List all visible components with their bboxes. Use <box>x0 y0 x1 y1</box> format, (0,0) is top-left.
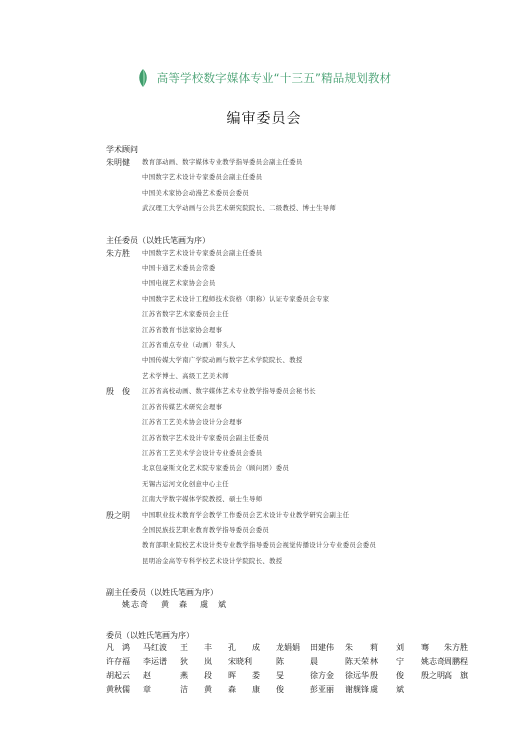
role-line: 昆明冶金高等专科学校艺术设计学院院长、教授 <box>142 556 283 565</box>
member-rows <box>106 641 506 697</box>
member-name: 康 <box>252 685 260 695</box>
member-row <box>106 669 506 683</box>
role-line: 教育部职业院校艺术设计类专业教学指导委员会视觉传播设计分专业委员会委员 <box>142 541 377 550</box>
role-line: 无锡古运河文化创意中心主任 <box>142 479 229 488</box>
deputy-director-heading: 副主任委员（以姓氏笔画为序） <box>106 588 218 598</box>
member-name: 李运谱 <box>143 657 167 667</box>
role-line: 江苏省传媒艺术研究会理事 <box>142 402 223 411</box>
member-name: 章 <box>143 685 151 695</box>
member-name: 陈 <box>276 657 284 667</box>
role-line: 全国民族技艺职业教育教学指导委员会委员 <box>142 525 270 534</box>
deputy-director-names <box>106 598 506 612</box>
member-name: 洁 <box>180 685 188 695</box>
member-name: 晨 <box>310 657 318 667</box>
member-name: 虞 <box>370 685 378 695</box>
member-name: 徐方金 <box>310 671 334 681</box>
member-name: 龙娟娟 <box>276 643 300 653</box>
member-name: 娄 <box>252 671 260 681</box>
role-line: 江苏省数字艺术家委员会主任 <box>142 310 229 319</box>
member-name: 胡起云 <box>106 671 130 681</box>
member-name: 俊 <box>276 685 284 695</box>
member-name: 刘 <box>396 643 404 653</box>
role-line: 江南大学数字媒体学院教授、硕士生导师 <box>142 495 263 504</box>
member-name: 殷之明 <box>421 671 445 681</box>
role-line: 北京包豪斯文化艺术院专家委员会（顾问团）委员 <box>142 464 290 473</box>
role-line: 江苏省重点专业（动画）带头人 <box>142 341 236 350</box>
member-name: 田建伟 <box>310 643 334 653</box>
deputy-name: 虞 斌 <box>200 600 227 610</box>
person-entry <box>106 384 506 507</box>
member-name: 陈天荣 <box>345 657 369 667</box>
role-line: 武汉理工大学动画与公共艺术研究院院长、二级教授、博士生导师 <box>142 204 337 213</box>
committee-list <box>106 144 506 697</box>
page-title: 编审委员会 <box>226 111 302 127</box>
role-line: 中国卡通艺术委员会常委 <box>142 264 216 273</box>
role-line: 艺术学博士、高级工艺美术师 <box>142 371 229 380</box>
deputy-name: 黄 森 <box>161 600 188 610</box>
deputy-name: 姚志奇 <box>122 600 149 610</box>
role-line: 江苏省工艺美术协会设计分会理事 <box>142 418 243 427</box>
member-name: 殷 <box>370 671 378 681</box>
members-heading: 委员（以姓氏笔画为序） <box>106 631 194 641</box>
member-name: 段 <box>204 671 212 681</box>
member-name <box>421 683 444 697</box>
member-name: 朱 <box>345 643 353 653</box>
person-roles <box>142 508 506 570</box>
member-name: 森 <box>228 685 236 695</box>
role-line: 教育部动画、数字媒体专业教学指导委员会副主任委员 <box>142 158 303 166</box>
member-name: 周鹏程 <box>444 657 468 667</box>
member-name: 彭亚丽 <box>310 685 334 695</box>
person-name: 殷 俊 <box>106 387 130 397</box>
member-name: 徐远华 <box>345 671 369 681</box>
role-line: 中国美术家协会动漫艺术委员会委员 <box>142 188 250 197</box>
role-line: 中国传媒大学南广学院动画与数字艺术学院院长、教授 <box>142 356 303 365</box>
member-name: 孔 <box>228 643 236 653</box>
person-roles <box>142 155 506 217</box>
member-name: 宁 <box>396 657 404 667</box>
role-line: 江苏省工艺美术学会设计专业委员会委员 <box>142 448 263 457</box>
academic-advisor-entries <box>106 155 506 217</box>
role-line: 江苏省数字艺术设计专家委员会副主任委员 <box>142 433 270 442</box>
person-entry <box>106 508 506 570</box>
member-name: 林 <box>370 657 378 667</box>
person-name: 朱明健 <box>106 158 130 167</box>
member-name: 许存福 <box>106 657 130 667</box>
member-name: 成 <box>252 643 260 653</box>
person-roles <box>142 384 506 507</box>
member-name: 骞 <box>421 643 429 653</box>
series-title: 高等学校数字媒体专业“十三五”精品规划教材 <box>156 71 392 85</box>
member-name: 凡 鸿 <box>106 643 130 653</box>
director-heading: 主任委员（以姓氏笔画为序） <box>106 235 210 245</box>
member-name: 马红波 <box>143 643 167 653</box>
member-name <box>444 683 480 697</box>
role-line: 中国职业技术教育学会教学工作委员会艺术设计专业教学研究会副主任 <box>142 510 350 519</box>
person-entry <box>106 155 506 217</box>
member-name: 旻 <box>276 671 284 681</box>
series-header <box>0 69 528 87</box>
member-name: 谢舰锋 <box>345 685 369 695</box>
member-name: 宋晓利 <box>228 657 252 667</box>
member-name: 高 旗 <box>444 671 468 681</box>
academic-advisor-heading: 学术顾问 <box>106 145 138 154</box>
member-name: 狄 <box>180 657 188 667</box>
member-name: 斌 <box>396 685 404 695</box>
member-name: 燕 <box>180 671 188 681</box>
role-line: 中国数字艺术设计专家委员会副主任委员 <box>142 173 263 182</box>
person-roles <box>142 246 506 385</box>
member-name: 丰 <box>204 643 212 653</box>
role-line: 中国电视艺术家协会会员 <box>142 279 216 288</box>
role-line: 江苏省高校动画、数字媒体艺术专业教学指导委员会秘书长 <box>142 387 316 396</box>
member-name: 赵 <box>143 671 151 681</box>
person-name: 殷之明 <box>106 510 130 520</box>
member-name: 朱方胜 <box>444 643 468 653</box>
director-entries <box>106 246 506 570</box>
member-name: 黄秋儒 <box>106 685 130 695</box>
member-name: 黄 <box>204 685 212 695</box>
member-name: 俊 <box>396 671 404 681</box>
person-entry <box>106 246 506 385</box>
role-line: 中国数字艺术设计专家委员会副主任委员 <box>142 248 263 257</box>
person-name: 朱方胜 <box>106 248 130 258</box>
role-line: 江苏省教育书法家协会理事 <box>142 325 223 334</box>
member-row <box>106 641 506 655</box>
leaf-icon <box>137 69 149 87</box>
member-row <box>106 683 506 697</box>
role-line: 中国数字艺术设计工程师技术资格（职称）认证专家委员会专家 <box>142 294 330 303</box>
member-name: 莉 <box>370 643 378 653</box>
member-name <box>252 655 276 669</box>
member-name: 岚 <box>204 657 212 667</box>
member-name: 王 <box>180 643 188 653</box>
member-name: 晖 <box>228 671 236 681</box>
member-name: 姚志奇 <box>421 657 445 667</box>
member-row <box>106 655 506 669</box>
